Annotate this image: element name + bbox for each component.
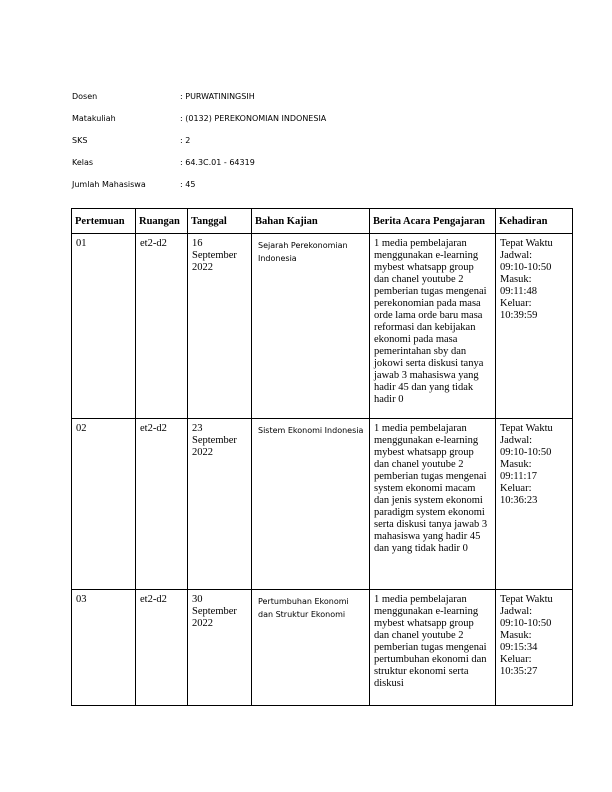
kehadiran-jadwal-label: Jadwal: [500,435,533,446]
course-info [72,92,552,202]
info-row-matakuliah [72,114,552,136]
kehadiran-jadwal-label: Jadwal: [500,606,533,617]
attendance-table [71,208,573,706]
kehadiran-masuk: 09:11:17 [500,471,537,482]
kehadiran-keluar-label: Keluar: [500,298,532,309]
kehadiran-keluar: 10:36:23 [500,495,538,506]
cell-tanggal: 23 September 2022 [188,419,252,590]
cell-pertemuan: 02 [72,419,136,590]
info-row-sks [72,136,552,158]
kehadiran-keluar-label: Keluar: [500,483,532,494]
kehadiran-status: Tepat Waktu [500,238,553,249]
kehadiran-jadwal: 09:10-10:50 [500,262,552,273]
cell-tanggal: 30 September 2022 [188,590,252,706]
matakuliah-label: Matakuliah [72,114,116,123]
info-row-jumlah [72,180,552,202]
dosen-label: Dosen [72,92,98,101]
cell-bahan-kajian: Sistem Ekonomi Indonesia [252,419,370,590]
kelas-label: Kelas [72,158,94,167]
header-kehadiran: Kehadiran [496,209,573,234]
kehadiran-masuk-label: Masuk: [500,630,532,641]
cell-ruangan: et2-d2 [136,234,188,419]
jumlah-mahasiswa-value: : 45 [180,180,196,189]
kehadiran-keluar-label: Keluar: [500,654,532,665]
kehadiran-masuk: 09:15:34 [500,642,538,653]
cell-ruangan: et2-d2 [136,419,188,590]
kehadiran-masuk: 09:11:48 [500,286,537,297]
header-bahan-kajian: Bahan Kajian [252,209,370,234]
sks-label: SKS [72,136,88,145]
kehadiran-status: Tepat Waktu [500,594,553,605]
header-pertemuan: Pertemuan [72,209,136,234]
matakuliah-value: : (0132) PEREKONOMIAN INDONESIA [180,114,327,123]
cell-bahan-kajian: Pertumbuhan Ekonomi dan Struktur Ekonomi [252,590,370,706]
cell-berita-acara: 1 media pembelajaran menggunakan e-learning mybest whatsapp group dan chanel youtube 2 pemberian tugas mengenai pertumbuhan ekonomi dan struktur ekonomi serta diskusi [370,590,496,706]
kehadiran-masuk-label: Masuk: [500,274,532,285]
header-ruangan: Ruangan [136,209,188,234]
kehadiran-masuk-label: Masuk: [500,459,532,470]
jumlah-mahasiswa-label: Jumlah Mahasiswa [72,180,146,189]
table-row [72,590,573,706]
header-tanggal: Tanggal [188,209,252,234]
cell-pertemuan: 01 [72,234,136,419]
cell-kehadiran [496,590,573,706]
header-berita-acara: Berita Acara Pengajaran [370,209,496,234]
cell-pertemuan: 03 [72,590,136,706]
sks-value: : 2 [180,136,191,145]
kehadiran-jadwal-label: Jadwal: [500,250,533,261]
table-header-row [72,209,573,234]
kehadiran-keluar: 10:39:59 [500,310,538,321]
dosen-value: : PURWATININGSIH [180,92,255,101]
kehadiran-status: Tepat Waktu [500,423,553,434]
kehadiran-jadwal: 09:10-10:50 [500,447,552,458]
table-row [72,234,573,419]
cell-ruangan: et2-d2 [136,590,188,706]
cell-berita-acara: 1 media pembelajaran menggunakan e-learning mybest whatsapp group dan chanel youtube 2 pemberian tugas mengenai system ekonomi macam dan jenis system ekonomi paradigm system ekonomi serta diskusi tanya jawab 3 mahasiswa yang hadir 45 dan yang tidak hadir 0 [370,419,496,590]
info-row-dosen [72,92,552,114]
cell-tanggal: 16 September 2022 [188,234,252,419]
cell-kehadiran [496,419,573,590]
kehadiran-jadwal: 09:10-10:50 [500,618,552,629]
table-row [72,419,573,590]
cell-berita-acara: 1 media pembelajaran menggunakan e-learning mybest whatsapp group dan chanel youtube 2 pemberian tugas mengenai perekonomian pada masa orde lama orde baru masa reformasi dan kebijakan ekonomi pada masa pemerintahan sby dan jokowi serta diskusi tanya jawab 3 mahasiswa yang hadir 45 dan yang tidak hadir 0 [370,234,496,419]
kelas-value: : 64.3C.01 - 64319 [180,158,255,167]
cell-kehadiran [496,234,573,419]
info-row-kelas [72,158,552,180]
kehadiran-keluar: 10:35:27 [500,666,538,677]
cell-bahan-kajian: Sejarah Perekonomian Indonesia [252,234,370,419]
